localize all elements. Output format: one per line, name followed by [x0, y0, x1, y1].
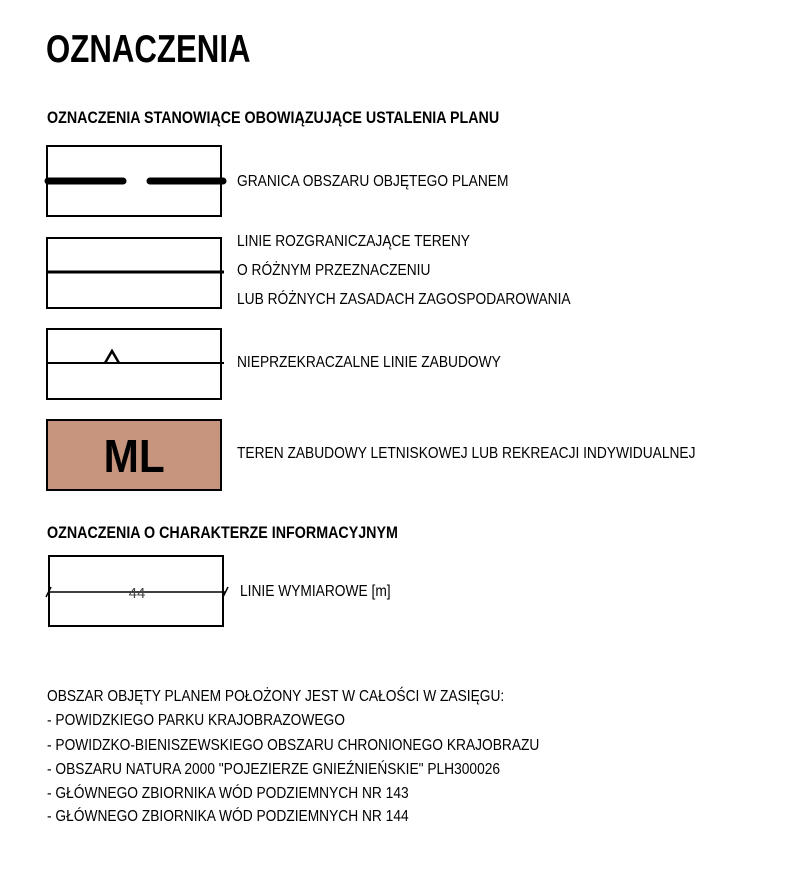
section-heading-binding-text: OZNACZENIA STANOWIĄCE OBOWIĄZUJĄCE USTALENIA PLANU	[47, 108, 500, 127]
notes-item	[47, 785, 468, 803]
symbol-dimension-lines	[48, 555, 224, 627]
legend-label: O RÓŻNYM PRZEZNACZENIU	[237, 262, 431, 279]
symbol-plan-boundary	[46, 145, 222, 217]
notes-item	[47, 737, 620, 755]
legend-label: LINIE WYMIAROWE [m]	[240, 583, 391, 600]
notes-item-text: - POWIDZKO-BIENISZEWSKIEGO OBSZARU CHRONIONEGO KRAJOBRAZU	[47, 737, 540, 754]
legend-label: NIEPRZEKRACZALNE LINIE ZABUDOWY	[237, 354, 501, 371]
legend-item-dividing-lines-1	[237, 233, 508, 251]
section-heading-informative	[47, 523, 465, 543]
notes-item-text: - OBSZARU NATURA 2000 "POJEZIERZE GNIEŹNIEŃSKIE" PLH300026	[47, 761, 501, 778]
legend-item-dividing-lines-3	[237, 291, 625, 309]
section-heading-informative-text: OZNACZENIA O CHARAKTERZE INFORMACYJNYM	[47, 523, 398, 542]
legend-label: LINIE ROZGRANICZAJĄCE TERENY	[237, 233, 470, 250]
legend-item-ml-area	[237, 445, 770, 463]
legend-label: LUB RÓŻNYCH ZASADACH ZAGOSPODAROWANIA	[237, 291, 571, 308]
ml-code	[48, 431, 220, 481]
dimension-line-icon	[46, 555, 230, 627]
notes-item-text: - POWIDZKIEGO PARKU KRAJOBRAZOWEGO	[47, 712, 345, 729]
legend-item-dimension-lines	[240, 583, 415, 601]
notes-item-text: - GŁÓWNEGO ZBIORNIKA WÓD PODZIEMNYCH NR 143	[47, 785, 409, 802]
legend-item-plan-boundary	[237, 173, 553, 191]
solid-dividing-line-icon	[44, 237, 228, 309]
ml-code-text: ML	[103, 430, 165, 482]
symbol-ml-area	[46, 419, 222, 491]
notes-item-text: - GŁÓWNEGO ZBIORNIKA WÓD PODZIEMNYCH NR 144	[47, 808, 409, 825]
section-heading-binding	[47, 108, 585, 128]
legend-title	[46, 28, 302, 72]
notes-intro	[47, 688, 579, 706]
legend-title-text: OZNACZENIA	[46, 28, 251, 71]
building-line-triangle-icon	[44, 328, 228, 400]
symbol-building-lines	[46, 328, 222, 400]
notes-item	[47, 712, 393, 730]
legend-item-building-lines	[237, 354, 544, 372]
dimension-value: 44	[128, 585, 146, 602]
notes-item	[47, 808, 468, 826]
dashed-boundary-line-icon	[44, 145, 228, 217]
legend-label: GRANICA OBSZARU OBJĘTEGO PLANEM	[237, 173, 509, 190]
notes-item	[47, 761, 574, 779]
legend-item-dividing-lines-2	[237, 262, 462, 280]
legend-label: TEREN ZABUDOWY LETNISKOWEJ LUB REKREACJI INDYWIDUALNEJ	[237, 445, 696, 462]
notes-intro-text: OBSZAR OBJĘTY PLANEM POŁOŻONY JEST W CAŁOŚCI W ZASIĘGU:	[47, 688, 505, 705]
symbol-dividing-lines	[46, 237, 222, 309]
